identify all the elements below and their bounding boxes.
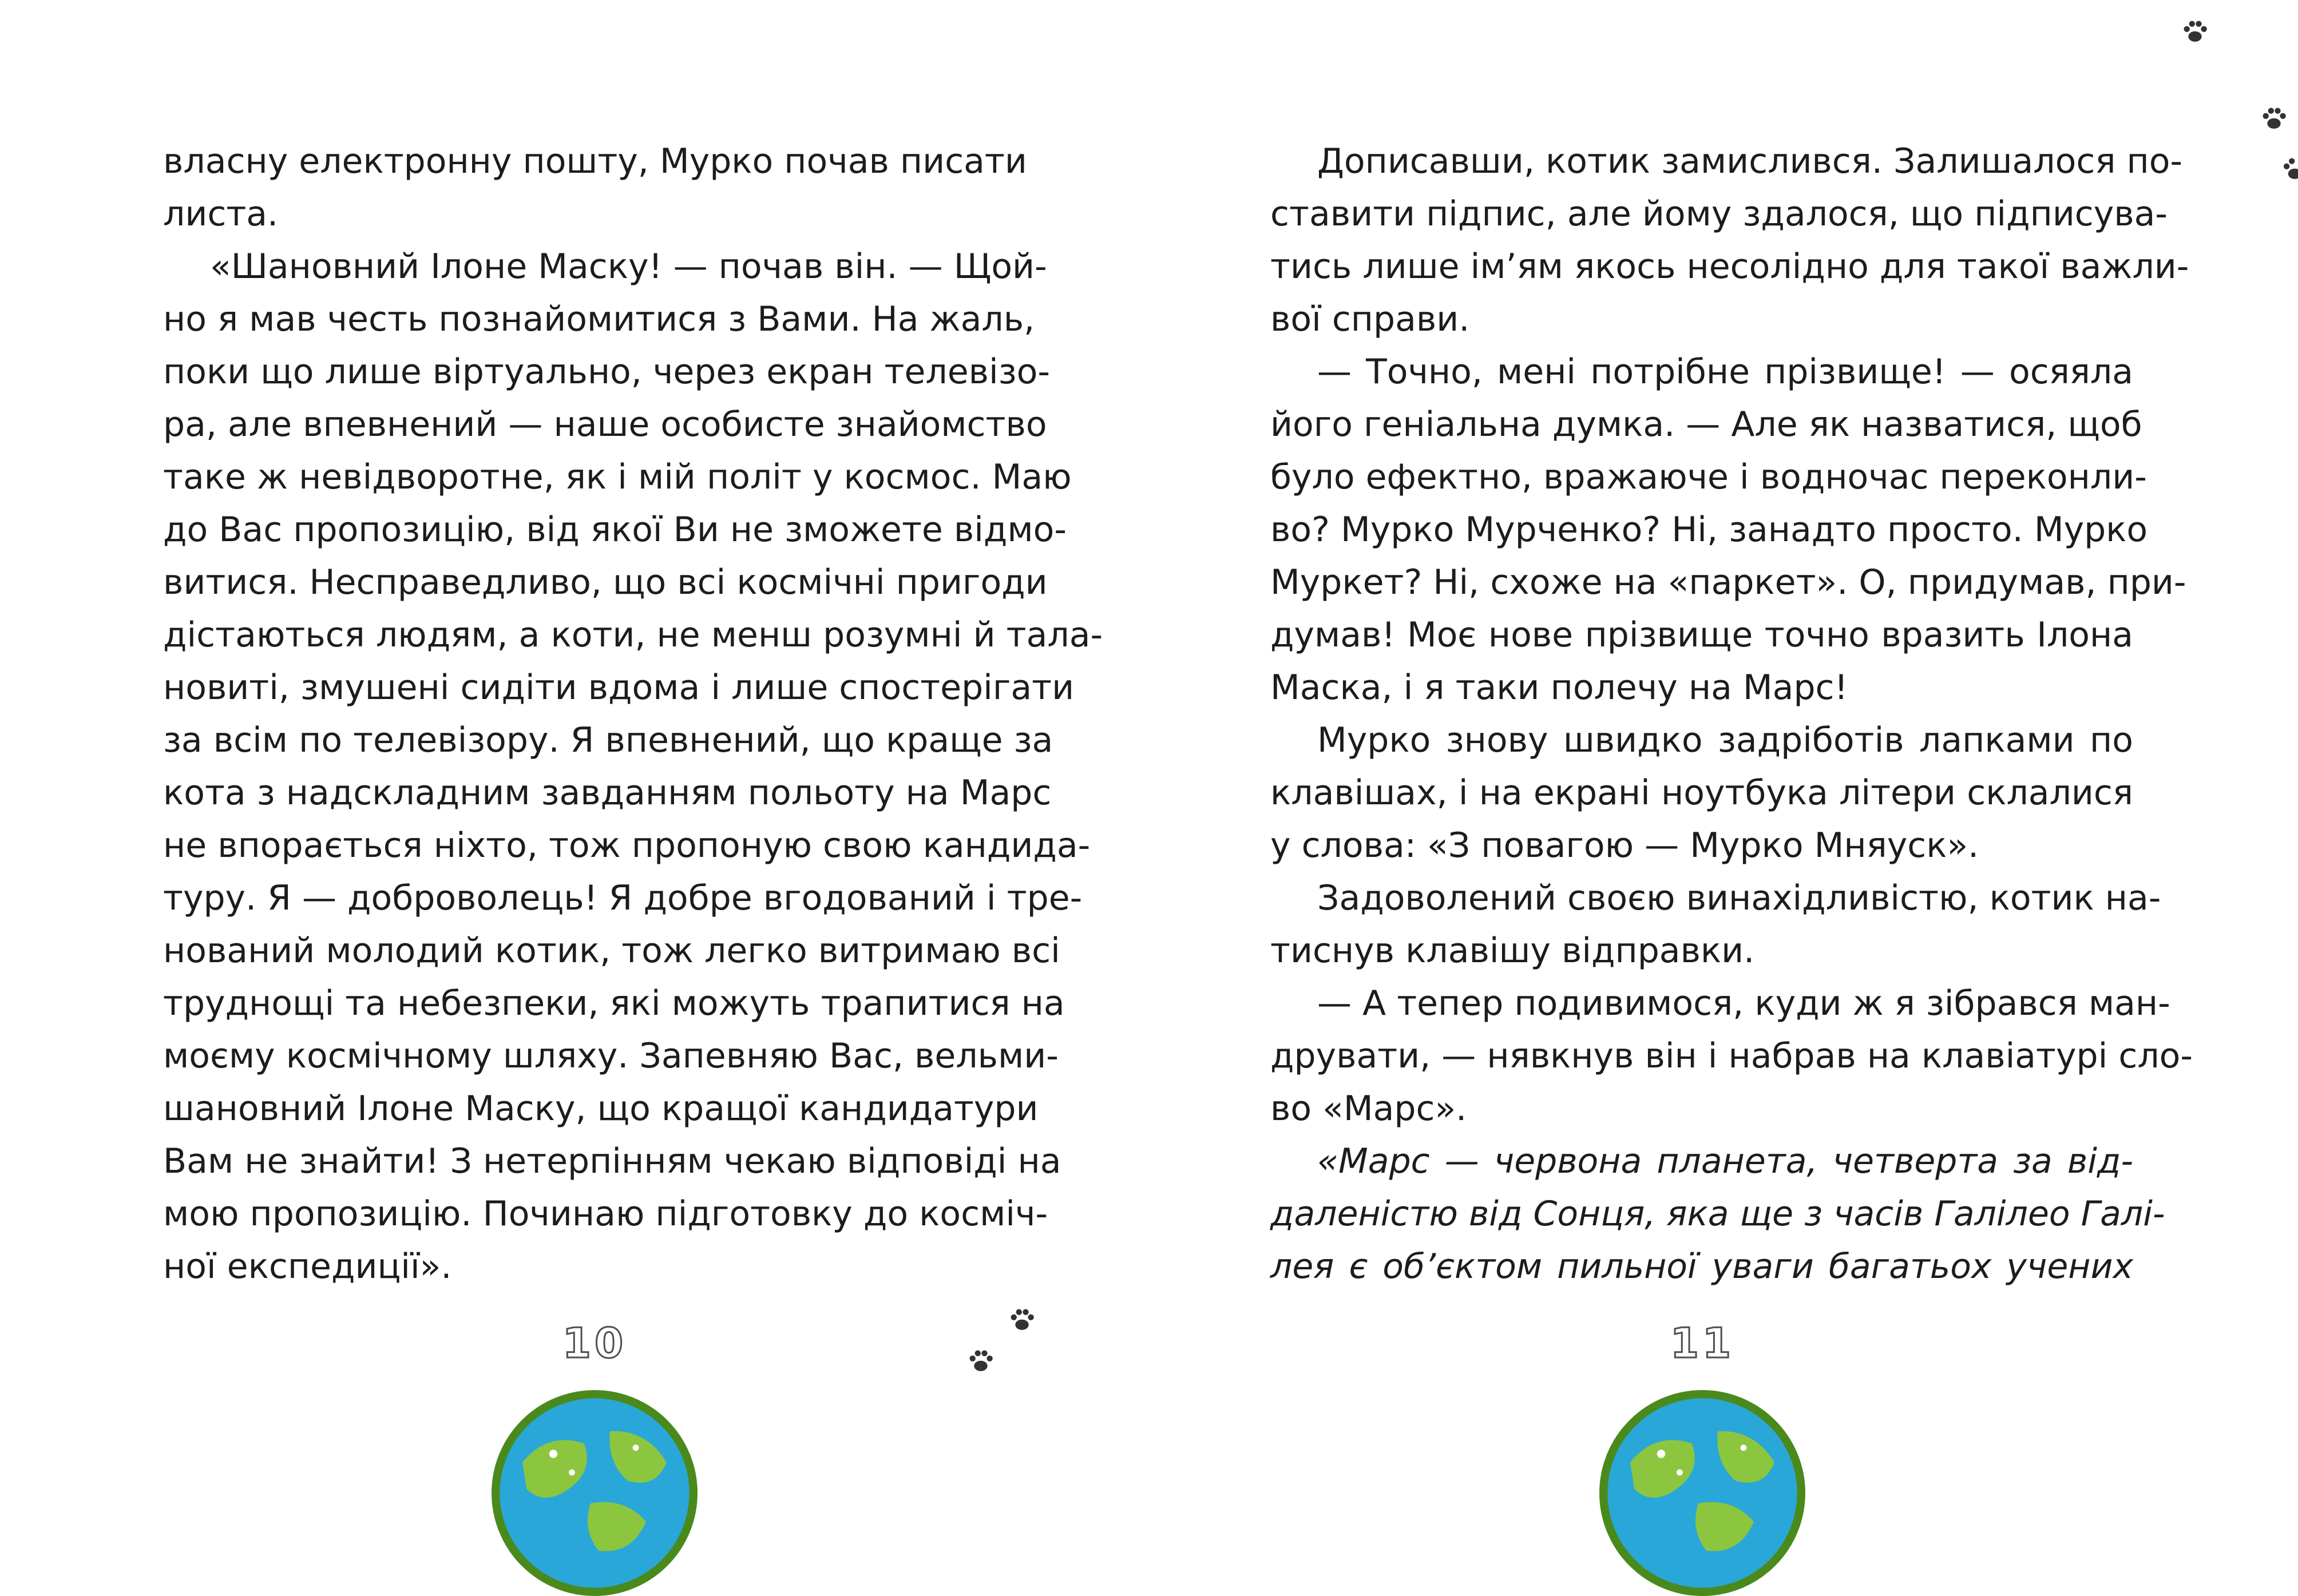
globe-icon xyxy=(492,1390,698,1596)
text-line: ставити підпис, але йому здалося, що підписува- xyxy=(1270,194,2168,234)
paw-print-icon xyxy=(1007,1305,1037,1335)
text-line: поки що лише віртуально, через екран телевізо- xyxy=(163,352,1050,392)
text-line: до Вас пропозицію, від якої Ви не зможете відмо- xyxy=(163,510,1067,550)
text-line: власну електронну пошту, Мурко почав писати xyxy=(163,141,1027,181)
text-line: ної експедиції». xyxy=(163,1246,452,1287)
left-page xyxy=(0,0,1149,1453)
text-line: таке ж невідворотне, як і мій політ у космос. Маю xyxy=(163,457,1072,497)
text-line: даленістю від Сонця, яка ще з часів Галілео Галі- xyxy=(1270,1194,2165,1234)
paw-print-icon xyxy=(2280,154,2298,184)
text-line: «Марс — червона планета, четверта за від- xyxy=(1317,1141,2133,1181)
paw-print-icon xyxy=(2259,104,2289,134)
right-page xyxy=(1149,0,2298,1453)
text-line: нований молодий котик, тож легко витримаю всі xyxy=(163,931,1060,971)
text-line: його геніальна думка. — Але як назватися, щоб xyxy=(1270,404,2142,444)
text-line: Дописавши, котик замислився. Залишалося по- xyxy=(1317,141,2183,181)
text-line: моєму космічному шляху. Запевняю Вас, вельми- xyxy=(163,1036,1059,1076)
text-line: було ефектно, вражаюче і водночас переконли- xyxy=(1270,457,2147,497)
text-line: шановний Ілоне Маску, що кращої кандидатури xyxy=(163,1089,1039,1129)
text-line: за всім по телевізору. Я впевнений, що краще за xyxy=(163,720,1053,760)
text-line: — Точно, мені потрібне прізвище! — осяяла xyxy=(1317,352,2133,392)
text-line: во «Марс». xyxy=(1270,1089,1467,1129)
page-number: 10 xyxy=(562,1319,627,1367)
text-line: Маска, і я таки полечу на Марс! xyxy=(1270,668,1848,708)
text-line: у слова: «З повагою — Мурко Мняуск». xyxy=(1270,825,1979,866)
text-line: труднощі та небезпеки, які можуть трапитися на xyxy=(163,983,1065,1023)
text-line: ра, але впевнений — наше особисте знайомство xyxy=(163,404,1047,444)
right-page-text xyxy=(1270,135,2193,1293)
text-line: — А тепер подивимося, куди ж я зібрався ман- xyxy=(1317,983,2170,1023)
text-line: Мурко знову швидко задріботів лапками по xyxy=(1317,720,2133,760)
text-line: во? Мурко Мурченко? Ні, занадто просто. Мурко xyxy=(1270,510,2148,550)
text-line: клавішах, і на екрані ноутбука літери склалися xyxy=(1270,773,2133,813)
text-line: думав! Моє нове прізвище точно вразить Ілона xyxy=(1270,615,2133,655)
text-line: но я мав честь познайомитися з Вами. На жаль, xyxy=(163,299,1035,339)
text-line: мою пропозицію. Починаю підготовку до косміч- xyxy=(163,1194,1048,1234)
text-line: туру. Я — доброволець! Я добре вгодований і тре- xyxy=(163,878,1083,918)
text-line: тись лише ім’ям якось несолідно для такої важли- xyxy=(1270,247,2189,287)
text-line: листа. xyxy=(163,194,279,234)
text-line: Муркет? Ні, схоже на «паркет». О, придумав, при- xyxy=(1270,562,2186,602)
paw-print-icon xyxy=(966,1347,996,1376)
text-line: дістаються людям, а коти, не менш розумні й тала- xyxy=(163,615,1103,655)
text-line: лея є об’єктом пильної уваги багатьох учених xyxy=(1270,1246,2133,1287)
text-line: витися. Несправедливо, що всі космічні пригоди xyxy=(163,562,1048,602)
text-line: друвати, — нявкнув він і набрав на клавіатурі сло- xyxy=(1270,1036,2193,1076)
text-line: Задоволений своєю винахідливістю, котик на- xyxy=(1317,878,2161,918)
text-line: Вам не знайти! З нетерпінням чекаю відповіді на xyxy=(163,1141,1061,1181)
page-number: 11 xyxy=(1670,1319,1735,1367)
paw-print-icon xyxy=(2180,17,2210,47)
text-line: «Шановний Ілоне Маску! — почав він. — Щой- xyxy=(210,247,1047,287)
left-page-text xyxy=(163,135,1103,1293)
text-line: тиснув клавішу відправки. xyxy=(1270,931,1755,971)
text-line: новиті, змушені сидіти вдома і лише спостерігати xyxy=(163,668,1075,708)
text-line: не впорається ніхто, тож пропоную свою кандида- xyxy=(163,825,1091,866)
globe-icon xyxy=(1599,1390,1805,1596)
text-line: вої справи. xyxy=(1270,299,1470,339)
text-line: кота з надскладним завданням польоту на Марс xyxy=(163,773,1052,813)
